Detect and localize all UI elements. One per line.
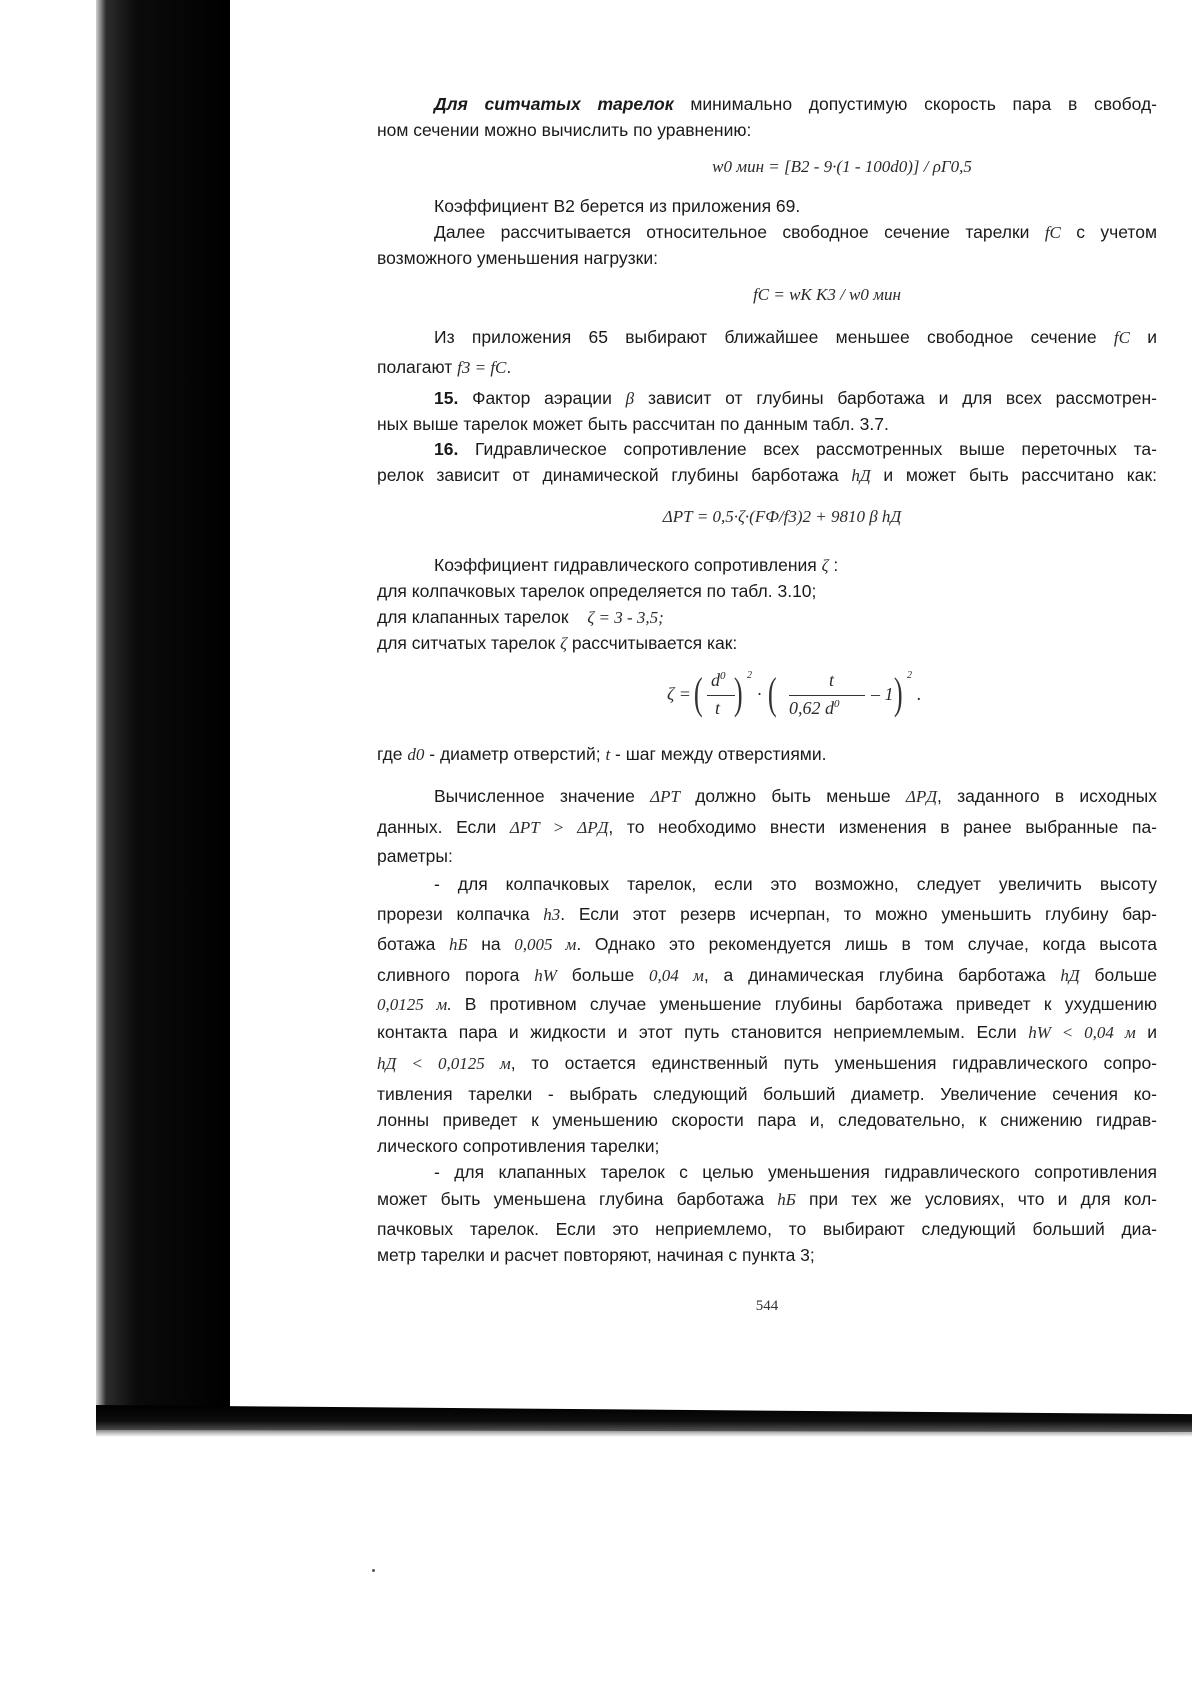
text-line xyxy=(377,784,1157,809)
text-fragment: . Если этот резерв исчерпан, то можно уменьшить глубину бар- xyxy=(560,904,1157,924)
text-fragment: , а динамическая глубина барботажа xyxy=(703,965,1061,985)
symbol: β xyxy=(625,389,635,408)
text-fragment: пачковых тарелок. Если это неприемлемо, то выбирают следующий больший диа- xyxy=(377,1219,1157,1239)
symbol: hД xyxy=(1060,966,1080,985)
text-fragment: ном сечении можно вычислить по уравнению: xyxy=(377,120,752,140)
symbol: hД xyxy=(851,466,871,485)
text-fragment: Гидравлическое сопротивление всех рассмотренных выше переточных та- xyxy=(458,439,1157,459)
symbol: hБ xyxy=(777,1190,796,1209)
text-line xyxy=(377,992,1157,1017)
text-line xyxy=(377,1217,1157,1241)
scan-shadow-bottom xyxy=(96,1405,1192,1432)
text-line xyxy=(377,463,1157,488)
text-fragment: полагают xyxy=(377,357,458,377)
text-fragment: ботажа xyxy=(377,934,450,954)
text-fragment: лонны приведет к уменьшению скорости пара и, следовательно, к снижению гидрав- xyxy=(377,1110,1157,1130)
text-fragment: возможного уменьшения нагрузки: xyxy=(377,248,658,268)
text-fragment: - для клапанных тарелок с целью уменьшения гидравлического сопротивления xyxy=(434,1162,1157,1182)
text-fragment: зависит от глубины барботажа и для всех рассмотрен- xyxy=(634,388,1158,408)
text-fragment: и xyxy=(1129,327,1157,347)
text-fragment: - для колпачковых тарелок, если это возможно, следует увеличить высоту xyxy=(434,874,1157,894)
text-fragment: Фактор аэрации xyxy=(458,388,626,408)
text-line xyxy=(377,1051,1157,1076)
text-fragment: - диаметр отверстий; xyxy=(424,744,606,764)
text-line xyxy=(377,902,1157,927)
text-line xyxy=(377,579,1157,603)
item-number: 16. xyxy=(434,439,459,459)
text-fragment: В противном случае уменьшение глубины барботажа приведет к ухудшению xyxy=(451,994,1158,1014)
text-fragment: прорези колпачка xyxy=(377,904,544,924)
text-fragment: и может быть рассчитано как: xyxy=(870,465,1157,485)
text-fragment: и xyxy=(1135,1022,1158,1042)
symbol: h3 xyxy=(543,905,561,924)
text-line xyxy=(377,220,1157,245)
text-fragment: ных выше тарелок может быть рассчитан по данным табл. 3.7. xyxy=(377,414,889,434)
text-line xyxy=(377,872,1157,896)
symbol: ζ xyxy=(560,634,567,653)
symbol: ΔPТ xyxy=(650,787,680,806)
text-line xyxy=(377,412,1157,436)
text-fragment: сливного порога xyxy=(377,965,535,985)
text-fragment: Коэффициент B2 берется из приложения 69. xyxy=(434,196,801,216)
symbol: ζ xyxy=(821,556,829,575)
symbol: fС xyxy=(1044,223,1061,242)
text-fragment: Далее рассчитывается относительное свободное сечение тарелки xyxy=(434,222,1045,242)
text-line xyxy=(377,325,1157,350)
symbol: hД < 0,0125 м xyxy=(377,1054,511,1073)
symbol: 0,0125 м. xyxy=(377,995,452,1014)
text-fragment: Вычисленное значение xyxy=(434,786,651,806)
symbol: fС xyxy=(1113,328,1130,347)
text-line xyxy=(377,932,1157,957)
text-fragment: раметры: xyxy=(377,846,453,866)
text-line xyxy=(377,1187,1157,1212)
text-line xyxy=(377,1243,1157,1267)
text-fragment: для ситчатых тарелок xyxy=(377,633,561,653)
text-fragment: метр тарелки и расчет повторяют, начиная с пункта 3; xyxy=(377,1245,815,1265)
text-fragment: тивления тарелки - выбрать следующий больший диаметр. Увеличение сечения ко- xyxy=(377,1084,1157,1104)
equation-2 xyxy=(377,283,1157,307)
text-line xyxy=(377,1108,1157,1132)
symbol: 0,04 м xyxy=(649,966,704,985)
text-line xyxy=(377,118,1157,142)
text-line xyxy=(377,844,1157,868)
text-fragment: , заданного в исходных xyxy=(937,786,1158,806)
text-line xyxy=(377,1160,1157,1184)
text-fragment: - шаг между отверстиями. xyxy=(610,744,827,764)
text-fragment: на xyxy=(467,934,515,954)
text-fragment: с учетом xyxy=(1060,222,1157,242)
page-number: 544 xyxy=(755,1298,779,1314)
item-number: 15. xyxy=(434,388,459,408)
symbol: ΔPТ > ΔPД xyxy=(509,818,609,837)
text-fragment: больше xyxy=(1079,965,1157,985)
text-fragment: контакта пара и жидкости и этот путь становится неприемлемым. Если xyxy=(377,1022,1029,1042)
equation-3 xyxy=(377,505,1157,529)
text-line xyxy=(377,194,1157,218)
text-fragment: для клапанных тарелок xyxy=(377,607,574,627)
text-line xyxy=(377,92,1157,116)
text-fragment: больше xyxy=(556,965,650,985)
equation-1 xyxy=(377,155,1157,179)
text-fragment: может быть уменьшена глубина барботажа xyxy=(377,1189,778,1209)
text-fragment: данных. Если xyxy=(377,817,510,837)
text-fragment: Из приложения 65 выбирают ближайшее меньшее свободное сечение xyxy=(434,327,1114,347)
equation-text: fC = wК K3 / w0 мин xyxy=(753,285,901,304)
text-line xyxy=(377,1134,1157,1158)
text-line xyxy=(377,1082,1157,1106)
text-fragment: где xyxy=(377,744,408,764)
symbol: 0,005 м xyxy=(514,935,577,954)
symbol: ΔPД xyxy=(905,787,938,806)
text-line xyxy=(377,355,1157,380)
equation-text: ΔPТ = 0,5·ζ·(FФ/f3)2 + 9810 β hД xyxy=(662,507,902,526)
text-fragment: при тех же условиях, что и для кол- xyxy=(795,1189,1157,1209)
text-fragment: , то остается единственный путь уменьшения гидравлического сопро- xyxy=(510,1053,1158,1073)
text-fragment: должно быть меньше xyxy=(679,786,906,806)
document-page xyxy=(377,0,1157,1330)
text-line xyxy=(377,1020,1157,1045)
equation-text: w0 мин = [B2 - 9·(1 - 100d0)] / ρГ0,5 xyxy=(712,157,972,176)
text-fragment: . Однако это рекомендуется лишь в том случае, когда высота xyxy=(576,934,1157,954)
equation-4: ζ = ( d 0 t ) 2 · ( t 0,62 d 0 – 1 ) 2 . xyxy=(667,669,922,718)
scan-speck xyxy=(372,1569,375,1572)
text-line xyxy=(377,246,1157,270)
symbol: hБ xyxy=(449,935,468,954)
text-line xyxy=(377,553,1157,578)
text-line xyxy=(377,742,1157,767)
symbol: hW < 0,04 м xyxy=(1028,1023,1136,1042)
text-line xyxy=(377,437,1157,461)
symbol: d0 xyxy=(407,745,425,764)
symbol: hW xyxy=(534,966,557,985)
scan-shadow-left xyxy=(96,0,230,1432)
text-line xyxy=(377,605,1157,630)
text-fragment: . xyxy=(506,357,512,377)
text-line xyxy=(377,631,1157,656)
text-fragment: релок зависит от динамической глубины барботажа xyxy=(377,465,852,485)
text-fragment: , то необходимо внести изменения в ранее выбранные па- xyxy=(608,817,1158,837)
text-line xyxy=(377,963,1157,988)
symbol: t xyxy=(605,745,611,764)
text-fragment: : xyxy=(828,555,839,575)
text-fragment: для колпачковых тарелок определяется по табл. 3.10; xyxy=(377,581,817,601)
symbol: f3 = fС xyxy=(457,358,507,377)
text-line xyxy=(377,386,1157,411)
text-fragment: Коэффициент гидравлического сопротивления xyxy=(434,555,822,575)
text-line xyxy=(377,815,1157,840)
text-fragment: минимально допустимую скорость пара в свобод- xyxy=(673,94,1157,114)
text-fragment: лического сопротивления тарелки; xyxy=(377,1136,660,1156)
text-fragment: рассчитывается как: xyxy=(566,633,738,653)
emphasized-term: Для ситчатых тарелок xyxy=(434,94,674,114)
symbol: ζ = 3 - 3,5; xyxy=(587,608,664,627)
